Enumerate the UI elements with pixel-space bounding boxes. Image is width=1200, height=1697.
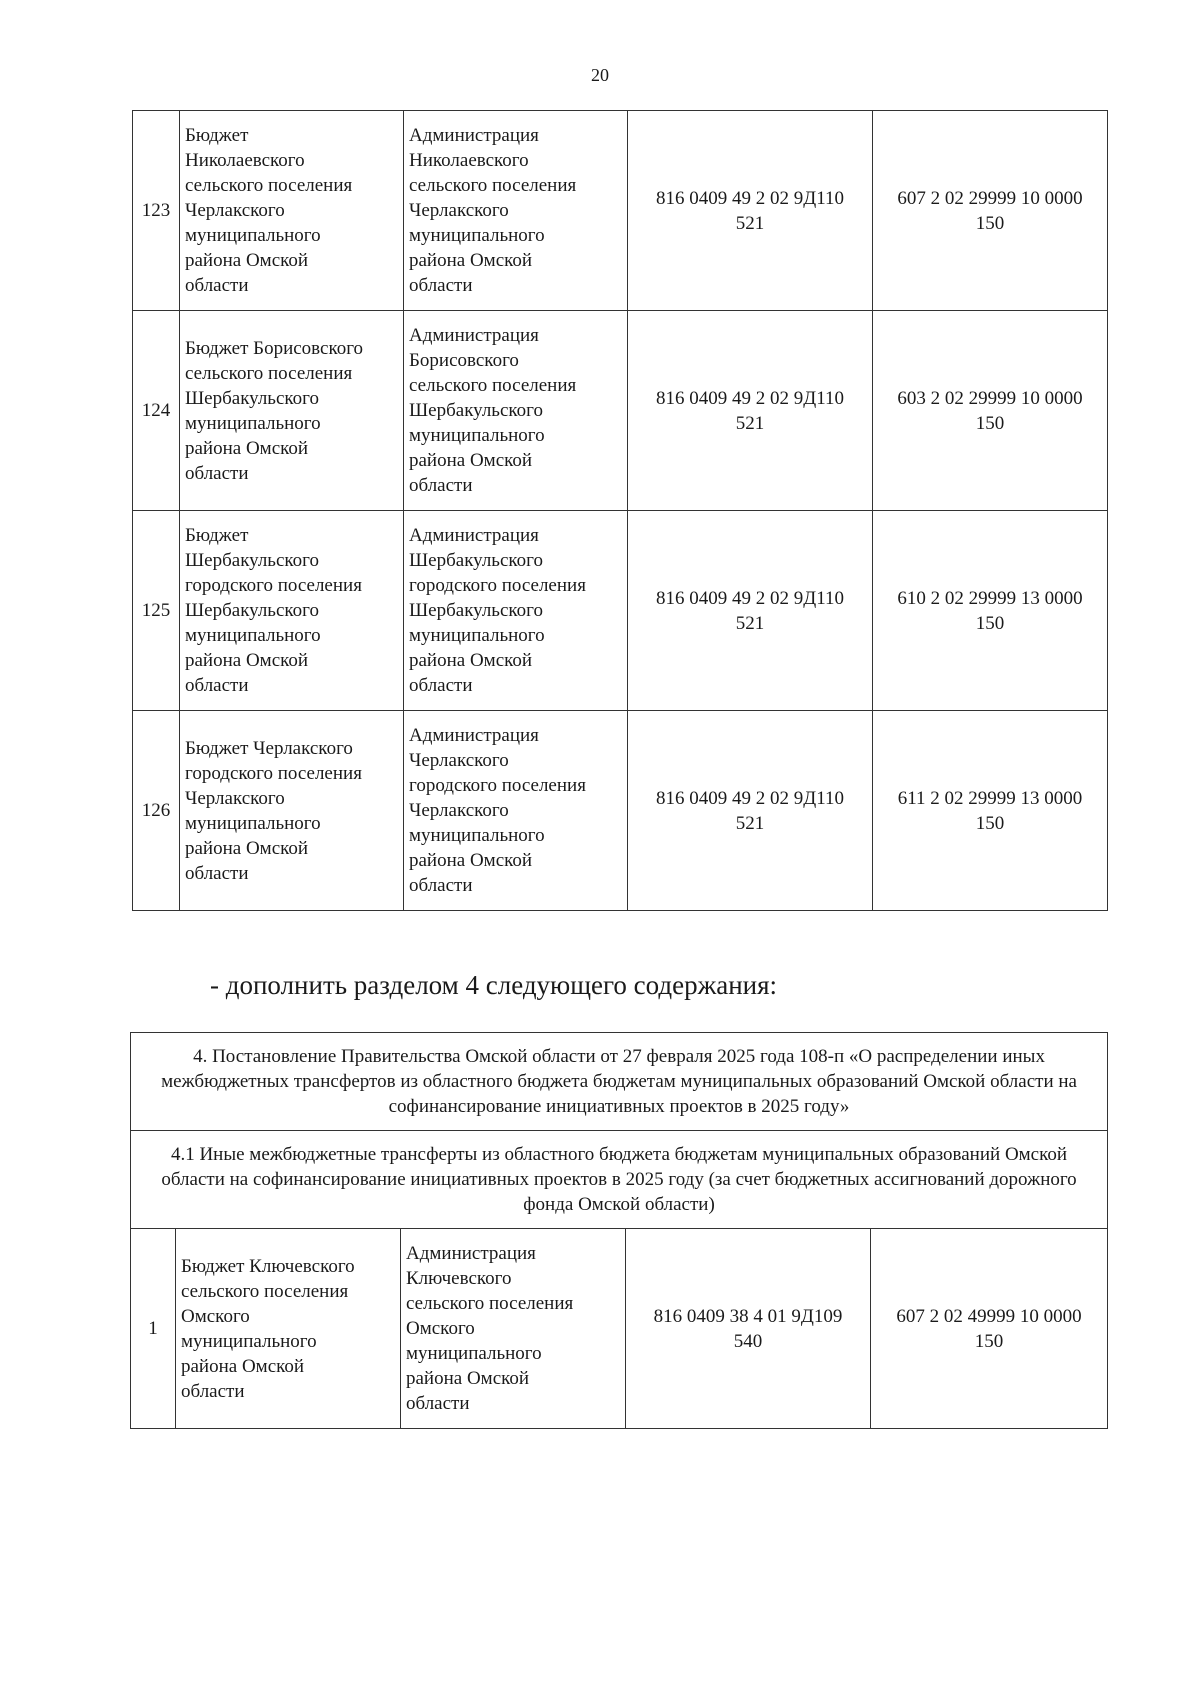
row-number: 123 <box>133 111 180 311</box>
row-number: 1 <box>131 1229 176 1429</box>
row-number: 125 <box>133 511 180 711</box>
transfers-table <box>132 110 1108 911</box>
income-code-cell: 611 2 02 29999 13 0000 150 <box>873 711 1108 911</box>
administrator-cell: Администрация Николаевского сельского поселения Черлакского муниципального района Омской области <box>404 111 628 311</box>
row-number: 126 <box>133 711 180 911</box>
section4-heading: 4. Постановление Правительства Омской области от 27 февраля 2025 года 108-п «О распределении иных межбюджетных трансфертов из областного бюджета бюджетам муниципальных образований Омской области на софинансирование инициативных проектов в 2025 году» <box>131 1033 1108 1131</box>
section-heading-row <box>131 1033 1108 1131</box>
income-code-cell: 603 2 02 29999 10 0000 150 <box>873 311 1108 511</box>
administrator-cell: Администрация Ключевского сельского поселения Омского муниципального района Омской области <box>401 1229 626 1429</box>
administrator-cell: Администрация Черлакского городского поселения Черлакского муниципального района Омской области <box>404 711 628 911</box>
section4-table-body <box>131 1033 1108 1429</box>
administrator-cell: Администрация Шербакульского городского поселения Шербакульского муниципального района Омской области <box>404 511 628 711</box>
table-row <box>133 111 1108 311</box>
table-row <box>133 511 1108 711</box>
budget-cell: Бюджет Ключевского сельского поселения Омского муниципального района Омской области <box>176 1229 401 1429</box>
expense-code-cell: 816 0409 38 4 01 9Д109 540 <box>626 1229 871 1429</box>
page-number: 20 <box>591 65 609 85</box>
subsection-heading-row <box>131 1131 1108 1229</box>
expense-code-cell: 816 0409 49 2 02 9Д110 521 <box>628 311 873 511</box>
table-row <box>133 311 1108 511</box>
expense-code-cell: 816 0409 49 2 02 9Д110 521 <box>628 111 873 311</box>
expense-code-cell: 816 0409 49 2 02 9Д110 521 <box>628 511 873 711</box>
table-row <box>131 1229 1108 1429</box>
administrator-cell: Администрация Борисовского сельского поселения Шербакульского муниципального района Омской области <box>404 311 628 511</box>
transfers-table-body <box>133 111 1108 911</box>
row-number: 124 <box>133 311 180 511</box>
expense-code-cell: 816 0409 49 2 02 9Д110 521 <box>628 711 873 911</box>
table-row <box>133 711 1108 911</box>
budget-cell: Бюджет Черлакского городского поселения Черлакского муниципального района Омской области <box>180 711 404 911</box>
income-code-cell: 607 2 02 49999 10 0000 150 <box>871 1229 1108 1429</box>
section41-heading: 4.1 Иные межбюджетные трансферты из областного бюджета бюджетам муниципальных образований Омской области на софинансирование инициативных проектов в 2025 году (за счет бюджетных ассигнований дорожного фонда Омской области) <box>131 1131 1108 1229</box>
amendment-intro-text: - дополнить разделом 4 следующего содержания: <box>210 970 778 1000</box>
budget-cell: Бюджет Николаевского сельского поселения Черлакского муниципального района Омской области <box>180 111 404 311</box>
income-code-cell: 607 2 02 29999 10 0000 150 <box>873 111 1108 311</box>
income-code-cell: 610 2 02 29999 13 0000 150 <box>873 511 1108 711</box>
budget-cell: Бюджет Борисовского сельского поселения Шербакульского муниципального района Омской области <box>180 311 404 511</box>
section4-table <box>130 1032 1108 1429</box>
budget-cell: Бюджет Шербакульского городского поселения Шербакульского муниципального района Омской области <box>180 511 404 711</box>
